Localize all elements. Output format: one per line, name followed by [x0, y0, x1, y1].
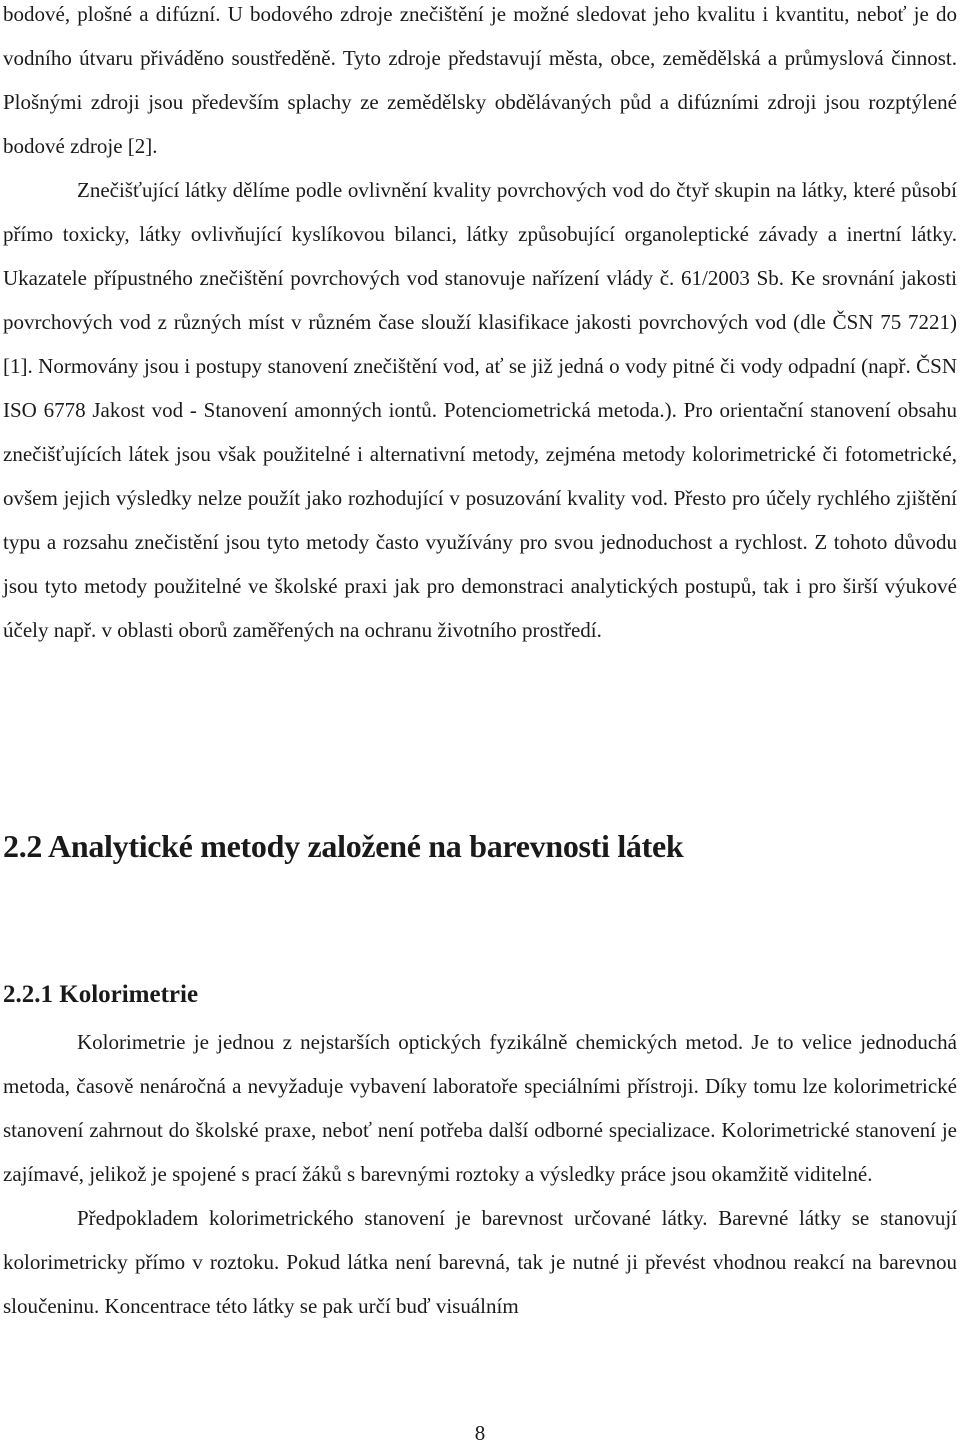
subsection-heading: 2.2.1 Kolorimetrie: [3, 981, 199, 1008]
page-number: 8: [474, 1421, 486, 1445]
intro-block: [3, 0, 957, 652]
colorimetry-paragraph-intro: Kolorimetrie je jednou z nejstarších optických fyzikálně chemických metod. Je to velice jednoduchá metoda, časově nenáročná a nevyžaduje vybavení laboratoře speciálními přístroji. Díky tomu lze kolorimetrické stanovení zahrnout do školské praxe, neboť není potřeba další odborné specializace. Kolorimetrické stanovení je zajímavé, jelikož je spojené s prací žáků s barevnými roztoky a výsledky práce jsou okamžitě viditelné.: [3, 1030, 957, 1186]
intro-paragraph-pollutants: Znečišťující látky dělíme podle ovlivnění kvality povrchových vod do čtyř skupin na látky, které působí přímo toxicky, látky ovlivňující kyslíkovou bilanci, látky způsobující organoleptické závady a inertní látky. Ukazatele přípustného znečištění povrchových vod stanovuje nařízení vlády č. 61/2003 Sb. Ke srovnání jakosti povrchových vod z různých míst v různém čase slouží klasifikace jakosti povrchových vod (dle ČSN 75 7221) [1]. Normovány jsou i postupy stanovení znečištění vod, ať se již jedná o vody pitné či vody odpadní (např. ČSN ISO 6778 Jakost vod - Stanovení amonných iontů. Potenciometrická metoda.). Pro orientační stanovení obsahu znečišťujících látek jsou však použitelné i alternativní metody, zejména metody kolorimetrické či fotometrické, ovšem jejich výsledky nelze použít jako rozhodující v posuzování kvality vod. Přesto pro účely rychlého zjištění typu a rozsahu znečistění jsou tyto metody často využívány pro svou jednoduchost a rychlost. Z tohoto důvodu jsou tyto metody použitelné ve školské praxi jak pro demonstraci analytických postupů, tak i pro širší výukové účely např. v oblasti oborů zaměřených na ochranu životního prostředí.: [3, 178, 957, 642]
colorimetry-paragraph-principle: Předpokladem kolorimetrického stanovení je barevnost určované látky. Barevné látky se stanovují kolorimetricky přímo v roztoku. Pokud látka není barevná, tak je nutné ji převést vhodnou reakcí na barevnou sloučeninu. Koncentrace této látky se pak určí buď visuálním: [3, 1206, 957, 1318]
colorimetry-block: [3, 1020, 957, 1328]
section-heading: 2.2 Analytické metody založené na barevnosti látek: [3, 828, 684, 864]
intro-paragraph-continued: bodové, plošné a difúzní. U bodového zdroje znečištění je možné sledovat jeho kvalitu i kvantitu, neboť je do vodního útvaru přiváděno soustředěně. Tyto zdroje představují města, obce, zemědělská a průmyslová činnost. Plošnými zdroji jsou především splachy ze zemědělsky obdělávaných půd a difúzními zdroji jsou rozptýlené bodové zdroje [2].: [3, 2, 957, 158]
